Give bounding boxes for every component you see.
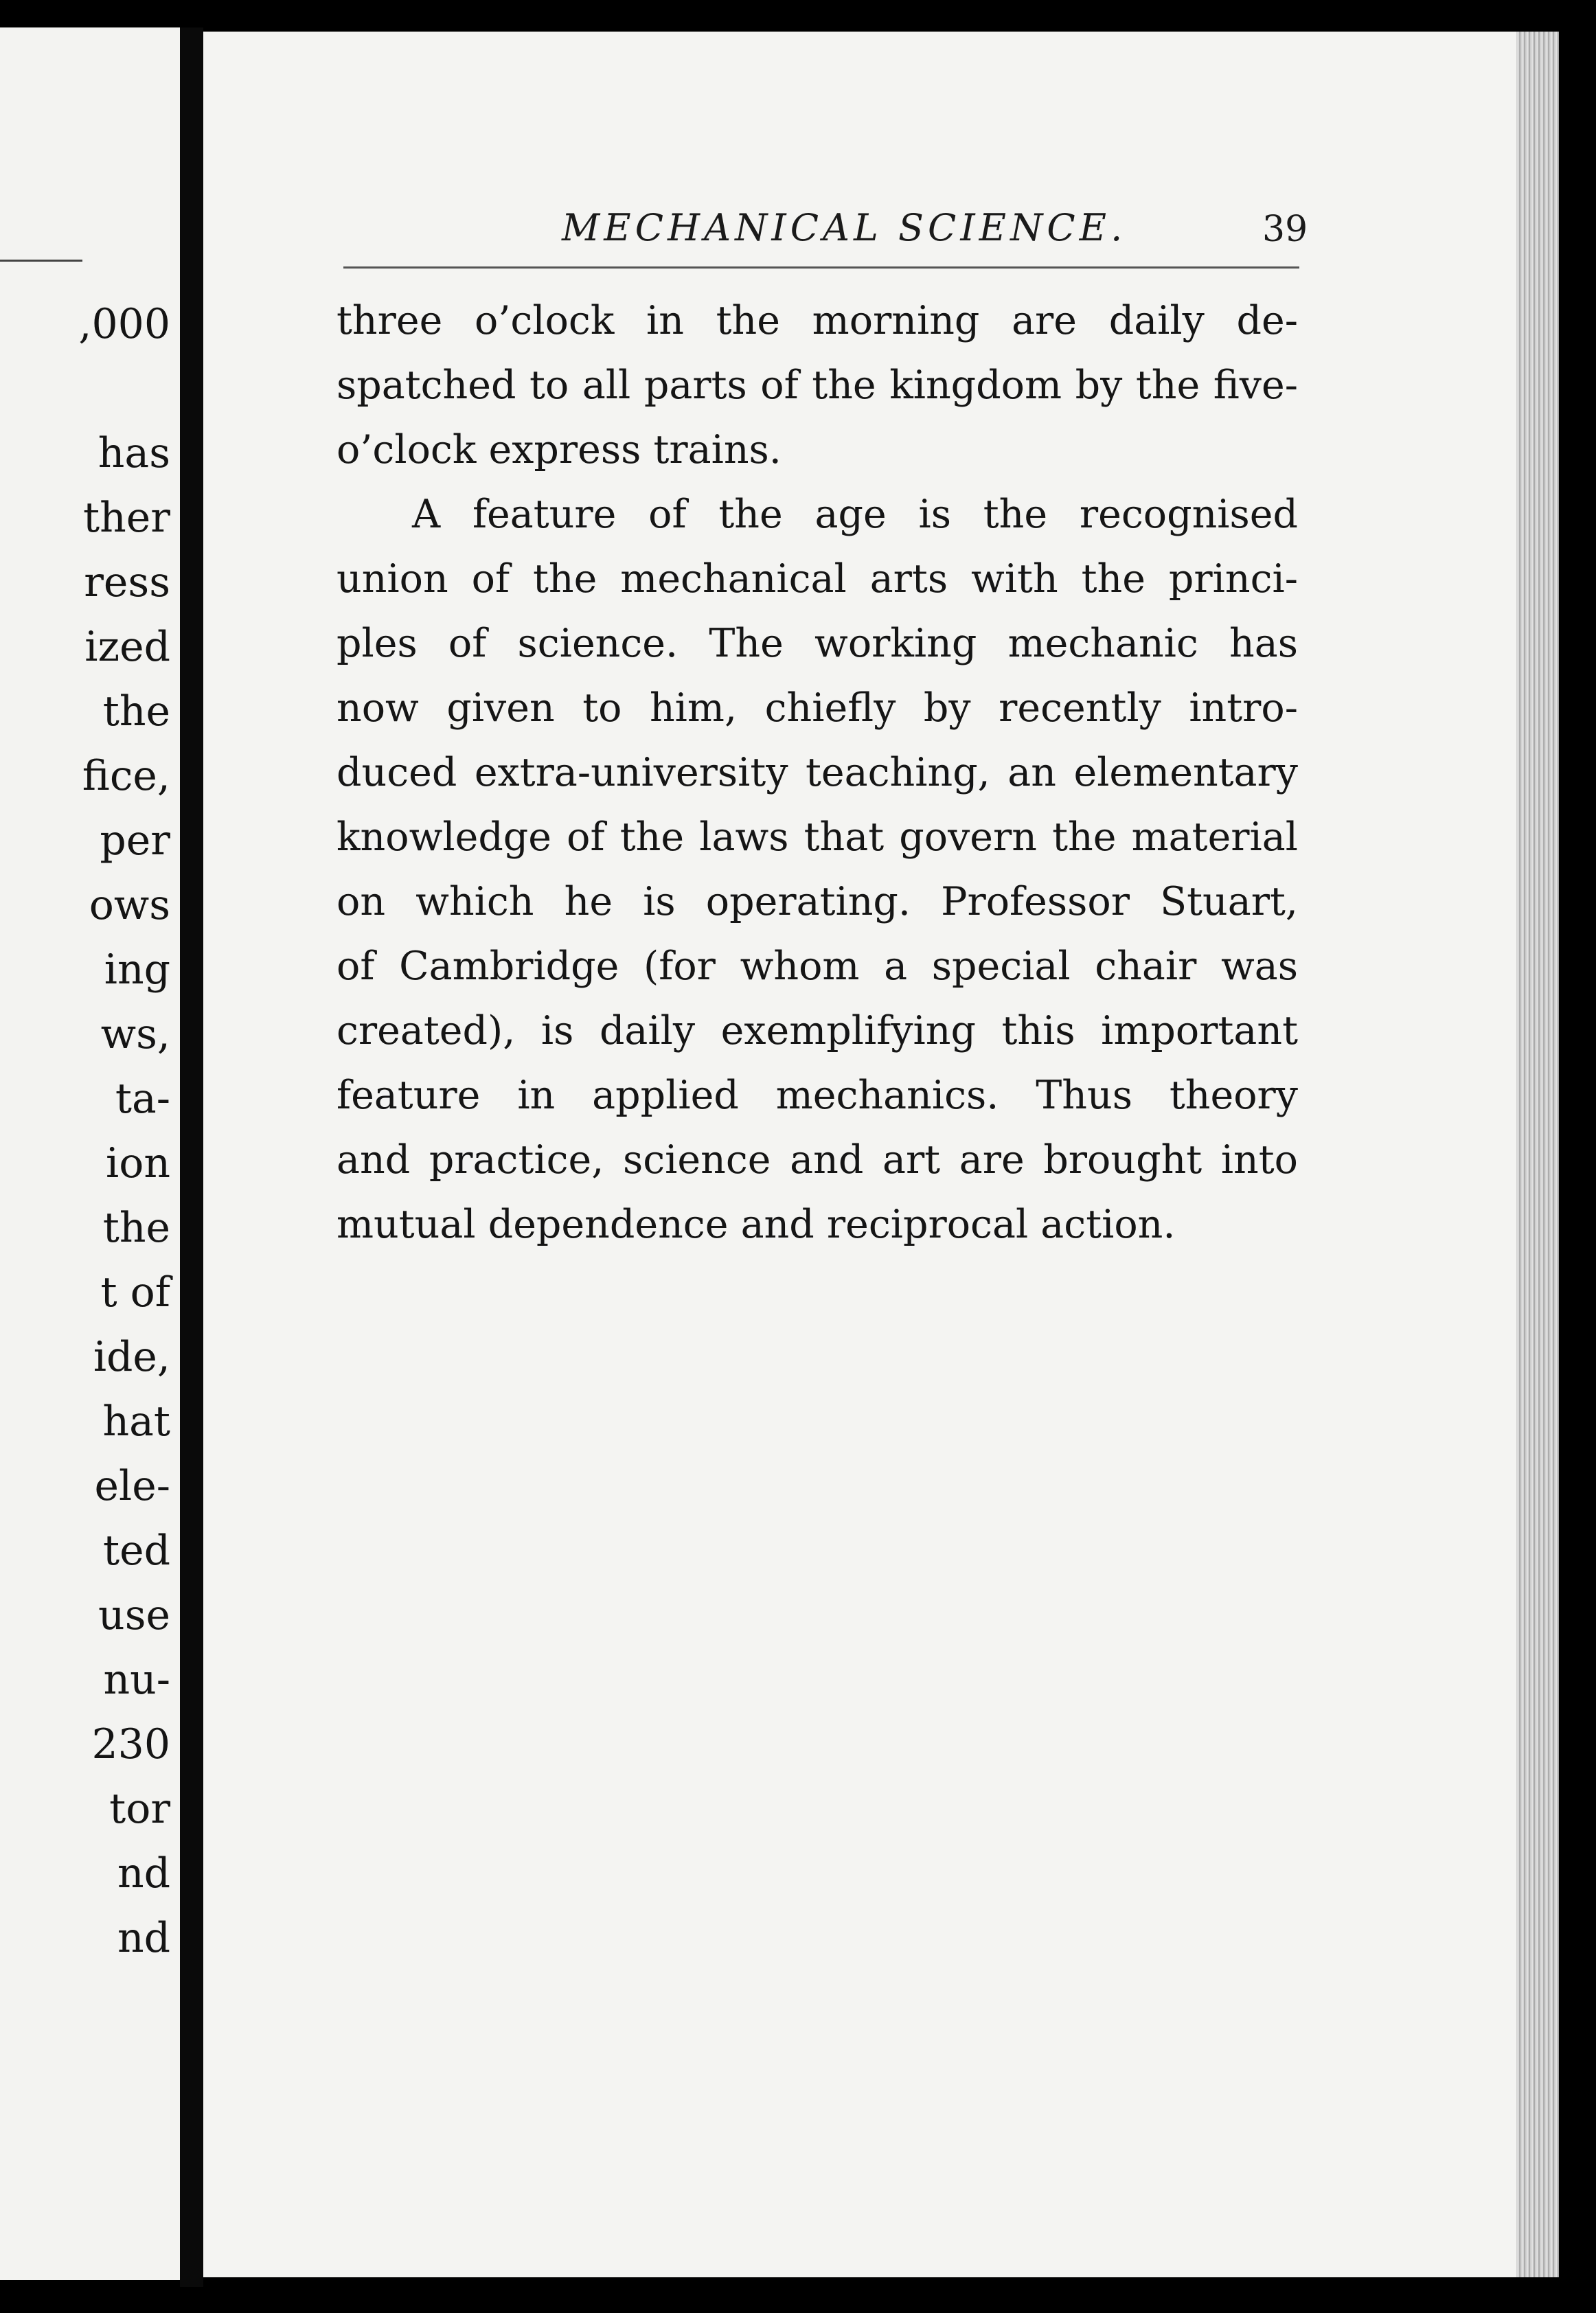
running-head-title: MECHANICAL SCIENCE.: [562, 206, 1127, 249]
left-page-line: ta-: [115, 1075, 170, 1123]
left-page-line: fice,: [82, 752, 170, 800]
paragraph-first-line: A feature of the age is the recognised: [412, 492, 1298, 537]
left-page-line: nu-: [103, 1656, 170, 1704]
text-line: knowledge of the laws that govern the material: [337, 814, 1298, 860]
left-page-line: nd: [117, 1914, 170, 1962]
left-page-rule: [0, 260, 82, 262]
left-page-line: use: [98, 1591, 170, 1639]
left-page-line: has: [98, 429, 170, 477]
left-page-line: ws,: [100, 1010, 170, 1058]
left-page-line: ther: [83, 494, 170, 542]
text-line: of Cambridge (for whom a special chair was: [337, 944, 1298, 989]
text-line: three o’clock in the morning are daily de-: [337, 298, 1298, 343]
page-number: 39: [1262, 209, 1308, 250]
left-page-line: per: [100, 817, 170, 865]
left-page-line: t of: [100, 1268, 170, 1317]
book-gutter: [180, 27, 203, 2287]
text-line: on which he is operating. Professor Stuart,: [337, 879, 1298, 924]
left-page-line: ized: [84, 623, 170, 671]
body-text: [337, 288, 1298, 1257]
text-line: created), is daily exemplifying this important: [337, 1008, 1298, 1053]
text-line: duced extra-university teaching, an elementary: [337, 750, 1298, 795]
left-facing-page: [0, 27, 180, 2280]
left-page-line: nd: [117, 1849, 170, 1898]
header-rule: [343, 266, 1299, 269]
left-page-line: the: [102, 1204, 170, 1252]
left-page-line: ,000: [78, 300, 170, 348]
left-page-line: ress: [84, 558, 170, 606]
text-line: and practice, science and art are brought into: [337, 1137, 1298, 1183]
left-page-line: ted: [102, 1527, 170, 1575]
left-page-line: ide,: [93, 1333, 170, 1381]
left-page-line: hat: [102, 1398, 170, 1446]
text-line: spatched to all parts of the kingdom by the five-: [337, 363, 1298, 408]
text-line: feature in applied mechanics. Thus theory: [337, 1073, 1298, 1118]
running-head: [343, 206, 1308, 261]
left-page-line: ows: [89, 881, 170, 929]
page-edge-stack: [1516, 32, 1559, 2277]
left-page-line: ele-: [94, 1462, 170, 1510]
text-line: ples of science. The working mechanic has: [337, 621, 1298, 666]
left-page-line: the: [102, 687, 170, 736]
left-page-line: ing: [104, 946, 170, 994]
left-page-line: tor: [109, 1785, 170, 1833]
text-line: o’clock express trains.: [337, 427, 782, 472]
text-line: now given to him, chiefly by recently intro-: [337, 685, 1298, 731]
text-line: mutual dependence and reciprocal action.: [337, 1202, 1176, 1247]
text-line: union of the mechanical arts with the princi-: [337, 556, 1298, 602]
left-page-line: ion: [106, 1139, 170, 1187]
left-page-line: 230: [91, 1720, 170, 1768]
